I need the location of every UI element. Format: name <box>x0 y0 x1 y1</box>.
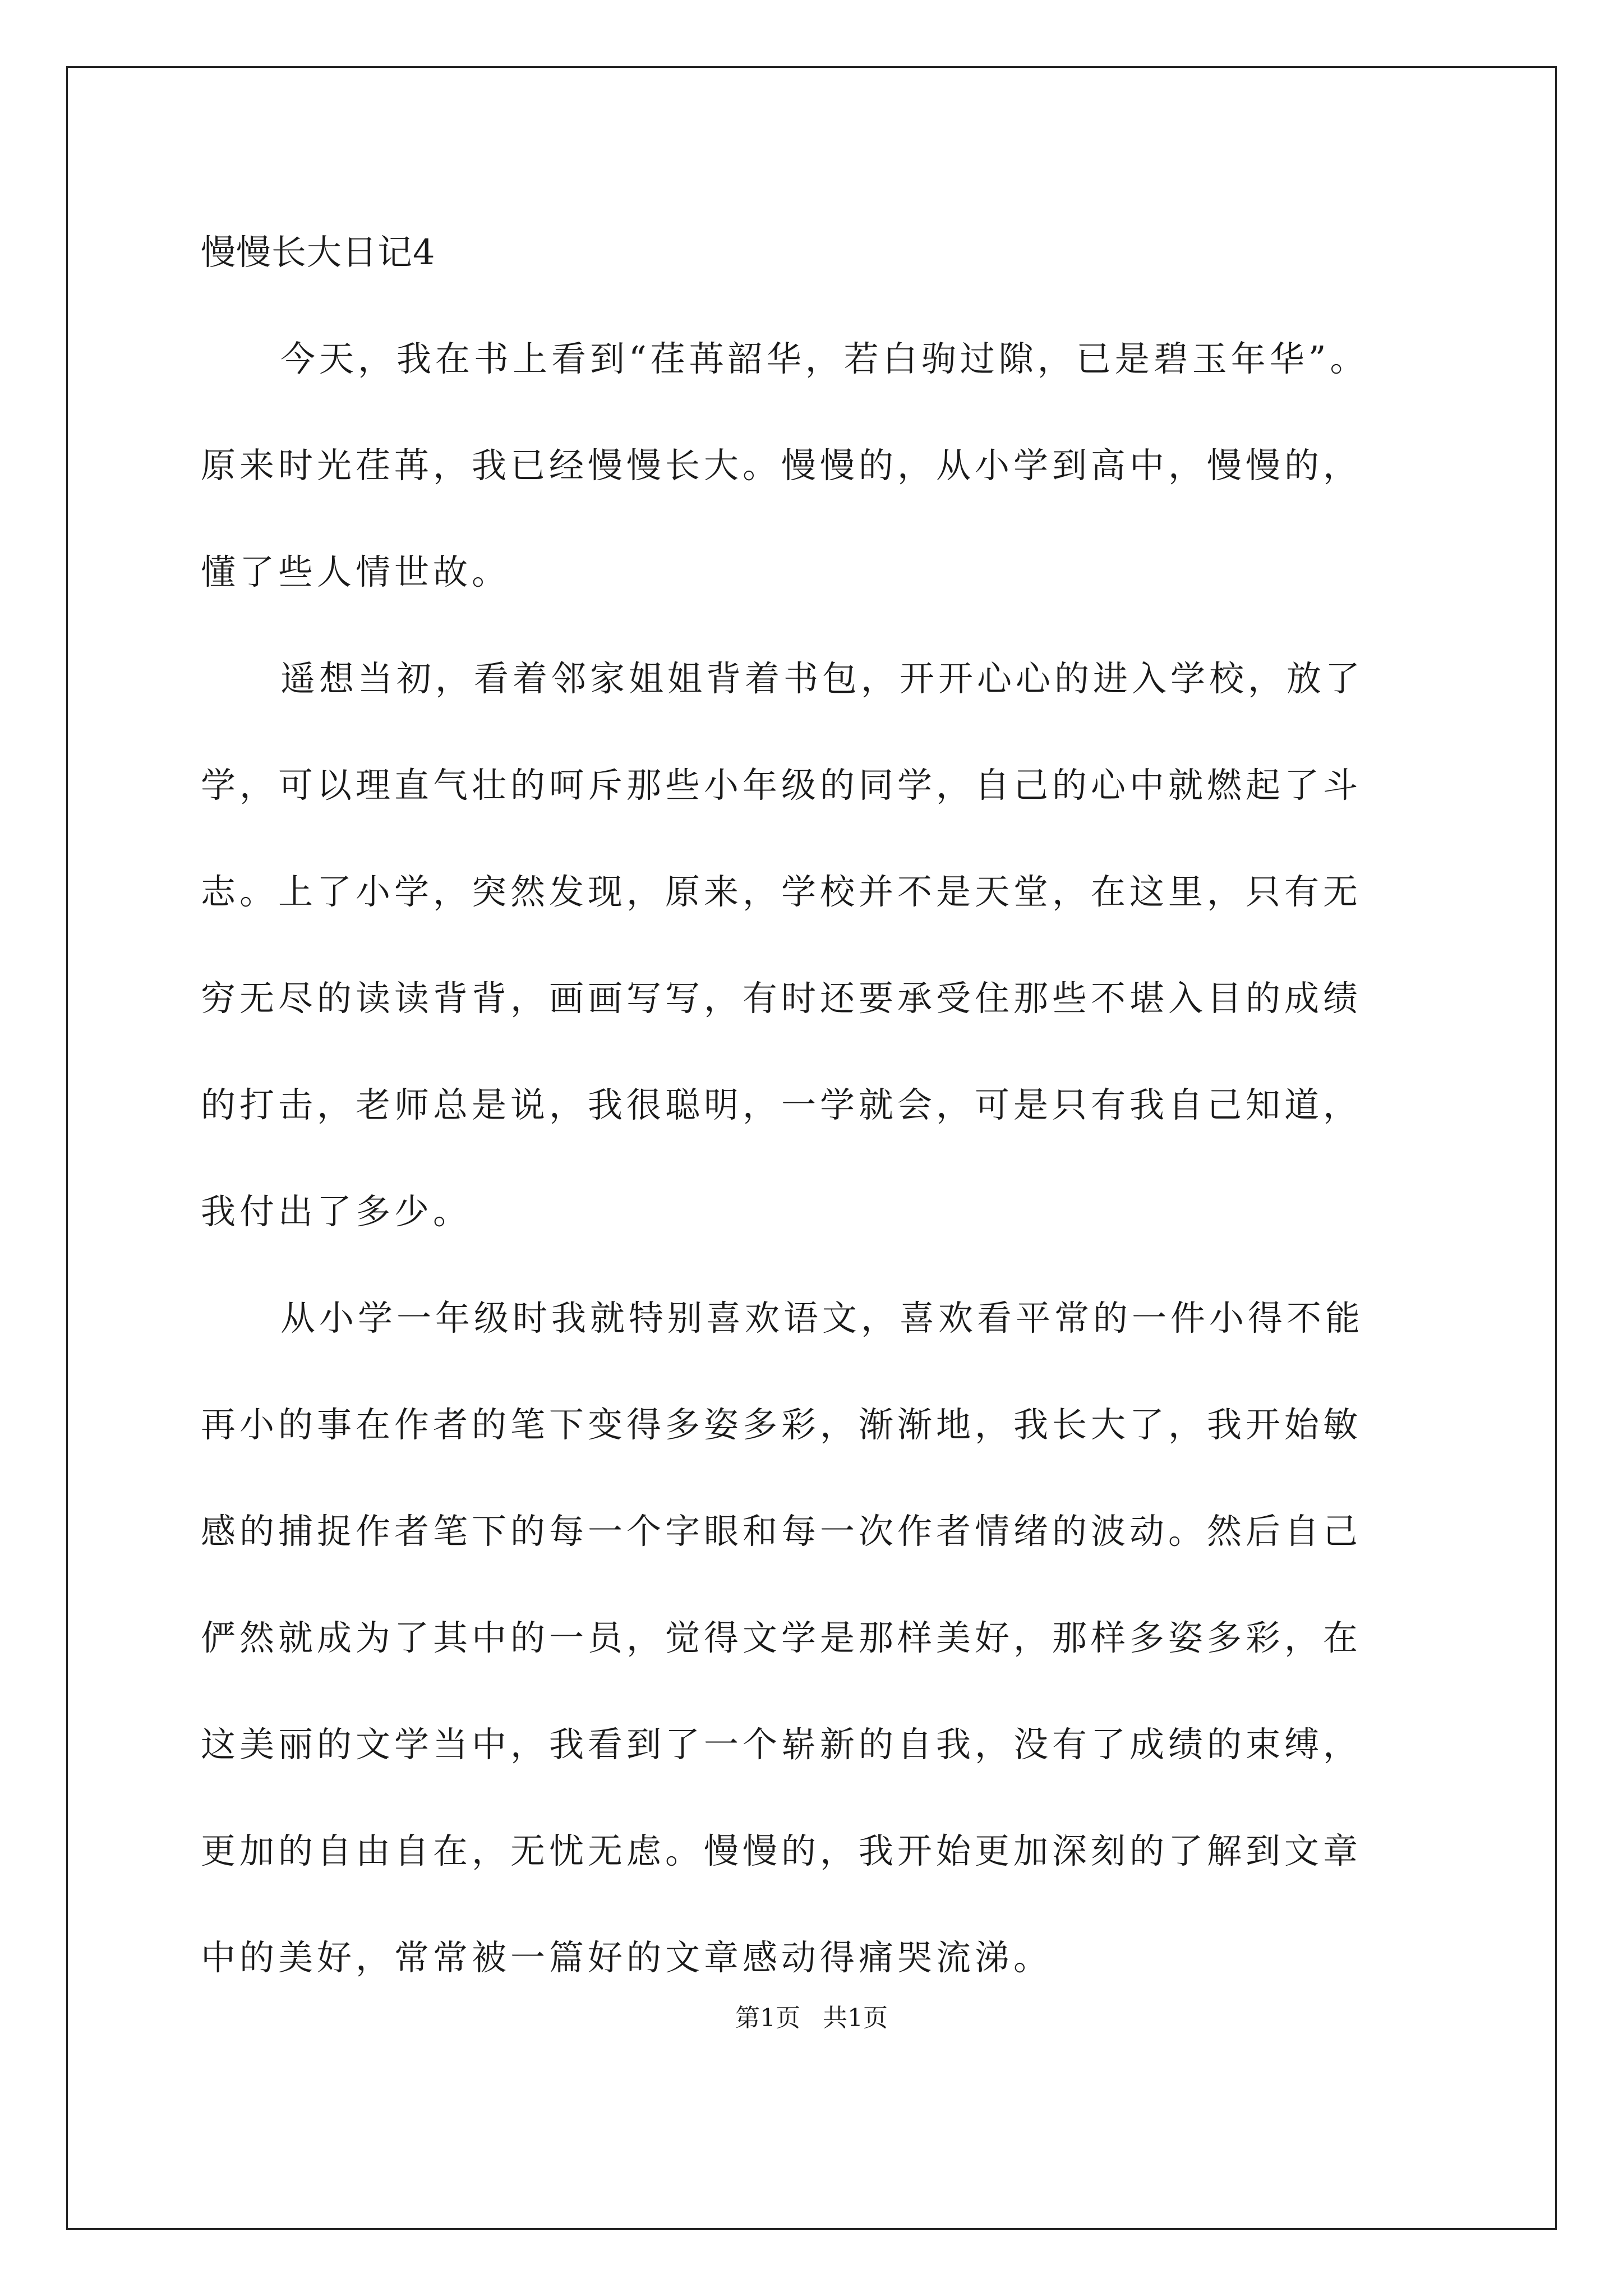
page-footer <box>0 2001 1623 2035</box>
paragraph-2-line-4: 穷无尽的读读背背，画画写写，有时还要承受住那些不堪入目的成绩 <box>201 978 1362 1019</box>
paragraph-2-line-3: 志。上了小学，突然发现，原来，学校并不是天堂，在这里，只有无 <box>201 871 1362 912</box>
paragraph-2-line-2: 学，可以理直气壮的呵斥那些小年级的同学，自己的心中就燃起了斗 <box>201 765 1362 806</box>
paragraph-2-line-1: 遥想当初，看着邻家姐姐背着书包，开开心心的进入学校，放了 <box>280 658 1364 699</box>
page-total: 共1页 <box>823 2004 888 2032</box>
page-border <box>66 66 1557 2230</box>
paragraph-3-line-3: 感的捕捉作者笔下的每一个字眼和每一次作者情绪的波动。然后自己 <box>201 1511 1362 1552</box>
paragraph-3-line-2: 再小的事在作者的笔下变得多姿多彩，渐渐地，我长大了，我开始敏 <box>201 1404 1362 1445</box>
paragraph-1-line-2: 原来时光荏苒，我已经慢慢长大。慢慢的，从小学到高中，慢慢的， <box>201 445 1362 486</box>
paragraph-1-line-3: 懂了些人情世故。 <box>201 551 511 592</box>
paragraph-3-line-4: 俨然就成为了其中的一员，觉得文学是那样美好，那样多姿多彩，在 <box>201 1617 1362 1658</box>
paragraph-3-line-5: 这美丽的文学当中，我看到了一个崭新的自我，没有了成绩的束缚， <box>201 1724 1362 1765</box>
paragraph-2-line-5: 的打击，老师总是说，我很聪明，一学就会，可是只有我自己知道， <box>201 1084 1362 1125</box>
paragraph-3-line-1: 从小学一年级时我就特别喜欢语文，喜欢看平常的一件小得不能 <box>280 1297 1364 1338</box>
paragraph-1-line-1: 今天，我在书上看到“荏苒韶华，若白驹过隙，已是碧玉年华”。 <box>280 338 1369 379</box>
paragraph-3-line-7: 中的美好，常常被一篇好的文章感动得痛哭流涕。 <box>201 1937 1053 1978</box>
paragraph-3-line-6: 更加的自由自在，无忧无虑。慢慢的，我开始更加深刻的了解到文章 <box>201 1830 1362 1871</box>
document-title: 慢慢长大日记4 <box>201 232 436 273</box>
paragraph-2-line-6: 我付出了多少。 <box>201 1191 472 1232</box>
page-number: 第1页 <box>735 2004 800 2032</box>
